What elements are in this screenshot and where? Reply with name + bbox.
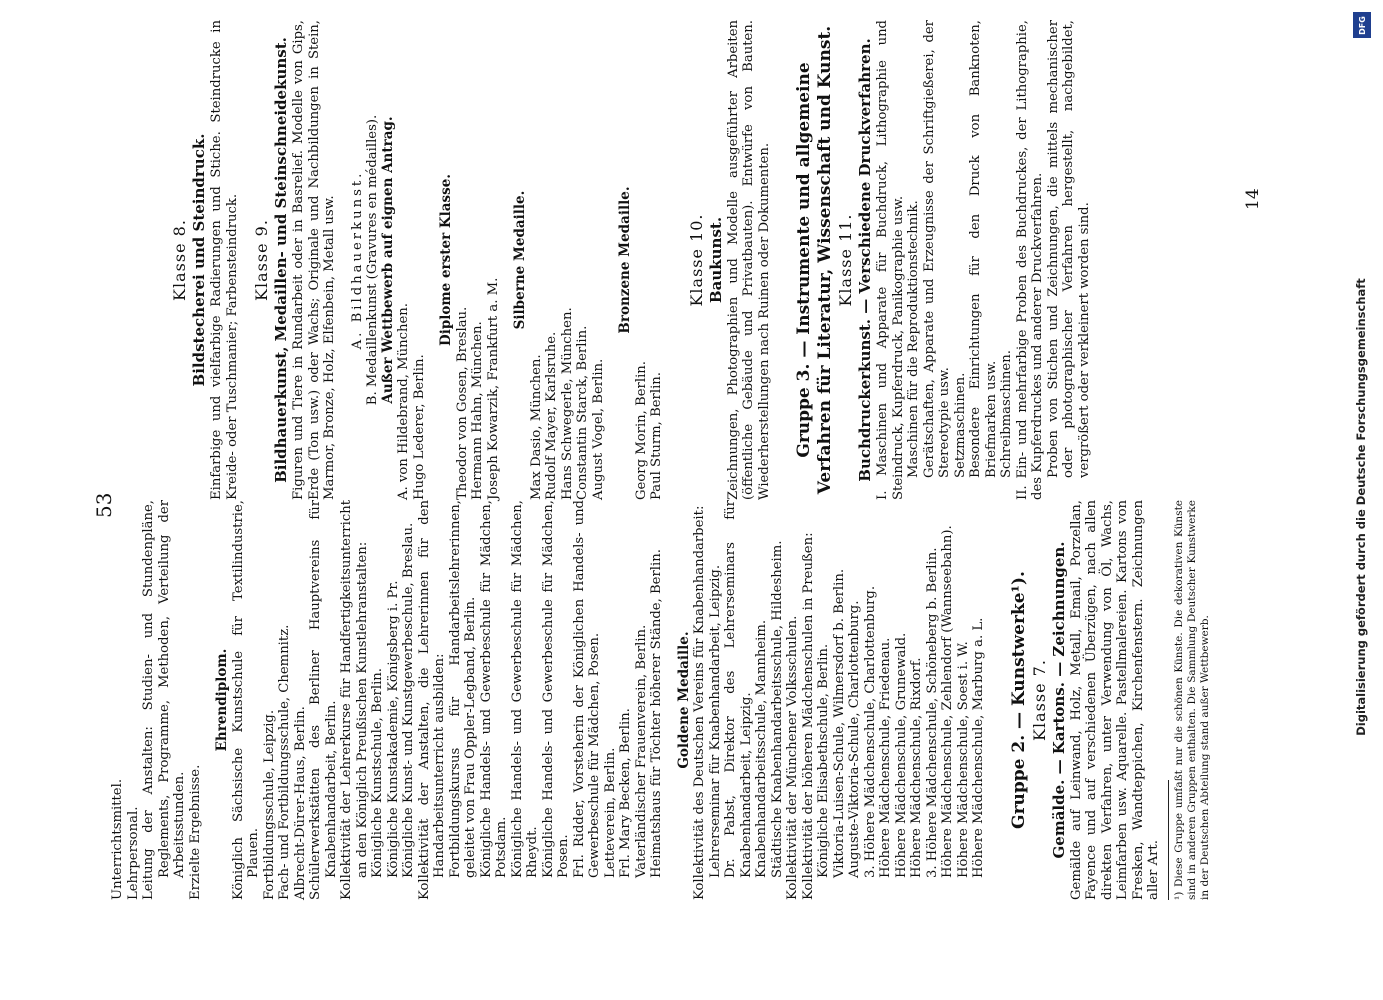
dfg-logo (1353, 12, 1371, 38)
left-column-line: Höhere Mädchenschule, Zehlendorf (Wannseebahn). (940, 525, 955, 878)
left-column-line: Knabenhandarbeitsschule, Mannheim. (754, 619, 769, 878)
right-column-line: Figuren und Tiere in Rundarbeit oder in Basrelief. Modelle von Gips, Erde (Ton usw.) oder Wachs; Originale und Nachbildungen in Stein, Marmor, Bronze, Holz, Elfenbein, Metall usw. (291, 20, 337, 500)
left-column-line: Höhere Mädchenschule, Soest i. W. (955, 641, 971, 878)
right-column-line: Besondere Einrichtungen für den Druck von Banknoten, Briefmarken usw. (968, 20, 999, 478)
left-column-line (665, 500, 677, 900)
left-column-line: Höhere Mädchenschule, Marburg a. L. (971, 617, 986, 878)
left-column-line: 3. Höhere Mädchenschule, Schöneberg b. Berlin. (924, 547, 940, 878)
right-column-line: Schreibmaschinen. (999, 350, 1014, 478)
right-column-line (665, 20, 687, 500)
left-column-line: Königliche Handels- und Gewerbeschule für Mädchen, Potsdam. (478, 500, 509, 878)
left-column-line: Kollektivität der Lehrerkurse für Handfertigkeitsunterricht an den Königlich Preußischen Kunstlehranstalten: (339, 500, 370, 900)
left-column-line (987, 500, 1009, 900)
left-column-line: Städtische Knabenhandarbeitsschule, Hildesheim. (769, 540, 785, 878)
right-column-line: Proben von Stichen und Zeichnungen, die mittels mechanischer oder photographischer Verfahren hergestellt, nachgebildet, vergrößert oder verkleinert worden sind. (1045, 20, 1092, 478)
left-column-line: Königliche Elisabethschule, Berlin. (816, 643, 831, 878)
right-column-line: August Vogel, Berlin. (590, 358, 606, 500)
right-column-line: I. Maschinen und Apparate für Buchdruck, Lithographie und Steindruck, Kupferdruck, Panikographie usw. (875, 20, 906, 500)
left-column-line: Höhere Mädchenschule, Grunewald. (893, 632, 909, 878)
right-column-line: Constantin Starck, Berlin. (575, 325, 590, 500)
right-text-column (170, 20, 1092, 500)
left-column-line: ¹) Diese Gruppe umfaßt nur die schönen Künste. Die dekorativen Künste sind in anderen Gruppen enthalten. Die Sammlung Deutscher Kunstwerke in der Deutschen Abteilung stand außer Wettbewerb. (1172, 500, 1211, 900)
right-column-line (240, 20, 252, 500)
left-column-line: Königliche Handels- und Gewerbeschule für Mädchen, Posen. (540, 500, 571, 878)
right-column-line: Bildstecherei und Steindruck. (190, 133, 208, 387)
left-column-line: Gruppe 2. — Kunstwerke¹). (1008, 571, 1029, 829)
right-column-line: Baukunst. (706, 216, 725, 304)
right-column-line: Hans Schwegerle, München. (559, 307, 575, 500)
right-column-line: Maschinen für die Reproduktionstechnik. (906, 200, 921, 478)
left-column-line: Königliche Handels- und Gewerbeschule für Mädchen, Rheydt. (509, 500, 540, 878)
left-column-line: Letteverein, Berlin. (602, 747, 618, 878)
right-column-line: Gruppe 3. — Instrumente und allgemeine Verfahren für Literatur, Wissenschaft und Kunst. (794, 25, 835, 495)
right-column-line: Klasse 8. (170, 219, 189, 301)
left-column-line: Höhere Mädchenschule, Rixdorf. (909, 657, 924, 878)
left-column-line: Auguste-Viktoria-Schule, Charlottenburg. (847, 600, 862, 878)
right-column-line: Paul Sturm, Berlin. (649, 372, 664, 500)
left-column-line: Königlich Sächsische Kunstschule für Textilindustrie, Plauen. (230, 500, 261, 900)
left-column-line: Viktoria-Luisen-Schule, Wilmersdorf b. Berlin. (831, 568, 847, 878)
left-column-line: Fach- und Fortbildungsschule, Chemnitz. (277, 624, 292, 900)
right-column-line: Klasse 9. (252, 219, 271, 301)
left-column-line: Gemälde auf Leinwand, Holz, Metall, Email, Porzellan, Fayence und auf verschiedenen Überzügen, nach allen direkten Verfahren, unter Verwendung von Öl, Wachs, Leimfarben usw. Aquarelle. Pastellmalereien. Kartons von Fresken, Wandteppichen, Kirchenfenstern. Zeichnungen aller Art. (1068, 500, 1161, 900)
page-number-53: 53 (92, 492, 116, 518)
right-column-line: A. Bildhauerkunst. (349, 170, 365, 350)
right-column-line: Einfarbige und vielfarbige Radierungen und Stiche. Steindrucke in Kreide- oder Tuschmanier; Farbensteindruck. (209, 20, 240, 500)
right-column-line: Bronzene Medaille. (617, 186, 633, 334)
dfg-logo-text: DFG (1357, 15, 1367, 35)
left-column-line: Königliche Kunstschule, Berlin. (370, 668, 385, 878)
left-column-line: Frl. Ridder, Vorsteherin der Königlichen Handels- und Gewerbeschule für Mädchen, Posen. (571, 500, 602, 878)
right-column-line: Hugo Lederer, Berlin. (411, 354, 427, 500)
right-column-line: Hermann Hahn, München. (470, 321, 485, 500)
right-column-line: Außer Wettbewerb auf eignen Antrag. (379, 116, 396, 404)
left-column-line: Goldene Medaille. (675, 631, 692, 769)
right-column-line: Diplome erster Klasse. (438, 173, 454, 347)
left-column-line (1168, 780, 1169, 900)
right-column-line: II. Ein- und mehrfarbige Proben des Buchdruckes, der Lithographie, des Kupferdruckes und anderer Druckverfahren. (1014, 20, 1045, 500)
right-column-line: Georg Morin, Berlin. (633, 361, 649, 500)
left-column-line: Albrecht-Dürer-Haus, Berlin. (292, 706, 308, 900)
left-column-line: Königliche Kunstakademie, Königsberg i. Pr. (385, 580, 401, 878)
left-column-line: Lehrpersonal. (125, 806, 141, 900)
right-column-line: Joseph Kowarzik, Frankfurt a. M. (485, 277, 501, 500)
right-column-line: Setzmaschinen. (952, 372, 968, 478)
page-number-14: 14 (1243, 188, 1263, 210)
left-column-line: Ehrendiplom. (214, 648, 230, 752)
left-column-line: Leitung der Anstalten: Studien- und Stundenpläne, Reglements, Programme, Methoden, Verteilung der Arbeitsstunden. (141, 500, 187, 900)
left-column-line: Schülerwerkstätten des Berliner Hauptvereins für Knabenhandarbeit, Berlin. (308, 500, 339, 900)
right-column-line: Klasse 11. (836, 213, 855, 307)
dfg-credit-strip (1343, 0, 1379, 1000)
left-column-line: Kollektivität der Münchener Volksschulen. (785, 615, 800, 900)
left-column-line: Lehrerseminar für Knabenhandarbeit, Leipzig. (707, 564, 723, 878)
right-column-line: Klasse 10. (686, 213, 706, 307)
right-column-line: A. von Hildebrand, München. (396, 303, 411, 500)
left-column-line: Vaterländischer Frauenverein, Berlin. (633, 624, 649, 878)
left-column-line: Klasse 7. (1029, 659, 1049, 741)
left-column-line: Kollektivität der Anstalten, die Lehrerinnen für den Handarbeitsunterricht ausbilden: (416, 500, 447, 900)
right-column-line: Theodor von Gosen, Breslau. (454, 306, 470, 500)
right-column-line: Rudolf Mayer, Karlsruhe. (544, 331, 559, 500)
right-column-line (772, 20, 794, 500)
left-column-line: Gemälde. — Kartons. — Zeichnungen. (1049, 541, 1068, 859)
left-column-line: Kollektivität der höheren Mädchenschulen in Preußen: (800, 532, 816, 900)
right-column-line: Buchdruckerkunst. — Verschiedene Druckverfahren. (856, 38, 874, 482)
right-column-line: Max Dasio, München. (528, 354, 544, 500)
left-column-line: Königliche Kunst- und Kunstgewerbeschule, Breslau. (401, 522, 416, 878)
right-column-line: Zeichnungen, Photographien und Modelle ausgeführter Arbeiten (öffentliche Gebäude und Privatbauten). Entwürfe von Bauten. Wiederherstellungen nach Ruinen oder Dokumenten. (725, 20, 772, 500)
left-column-line: 3. Höhere Mädchenschule, Charlottenburg. (862, 585, 878, 878)
left-text-column (110, 500, 1212, 900)
left-column-line: Erzielte Ergebnisse. (187, 764, 203, 900)
left-column-line: Fortbildungsschule, Leipzig. (261, 709, 277, 900)
left-column-line: Frl. Mary Becken, Berlin. (618, 708, 633, 878)
right-column-line: Silberne Medaille. (512, 190, 528, 330)
left-column-line: Heimatshaus für Töchter höherer Stände, Berlin. (649, 549, 664, 878)
right-column-line: Bildhauerkunst, Medaillen- und Steinschneidekunst. (272, 37, 290, 483)
left-column-line: Dr. Pabst, Direktor des Lehrerseminars für Knabenhandarbeit, Leipzig. (723, 500, 754, 878)
left-column-line: Kollektivität des Deutschen Vereins für Knabenhandarbeit: (692, 505, 707, 900)
right-column-line: B. Medaillenkunst (Gravures en médailles). (365, 114, 380, 406)
left-column-line: Höhere Mädchenschule, Friedenau. (878, 637, 893, 878)
right-column-line (338, 20, 350, 500)
right-column-line: Gerätschaften, Apparate und Erzeugnisse der Schriftgießerei, der Stereotypie usw. (921, 20, 952, 478)
left-column-line: Unterrichtsmittel. (110, 778, 125, 900)
left-column-line: Fortbildungskursus für Handarbeitslehrerinnen, geleitet von Frau Oppler-Legband, Berlin. (447, 500, 478, 878)
dfg-credit-text: Digitalisierung gefördert durch die Deutsche Forschungsgemeinschaft (1354, 278, 1368, 736)
